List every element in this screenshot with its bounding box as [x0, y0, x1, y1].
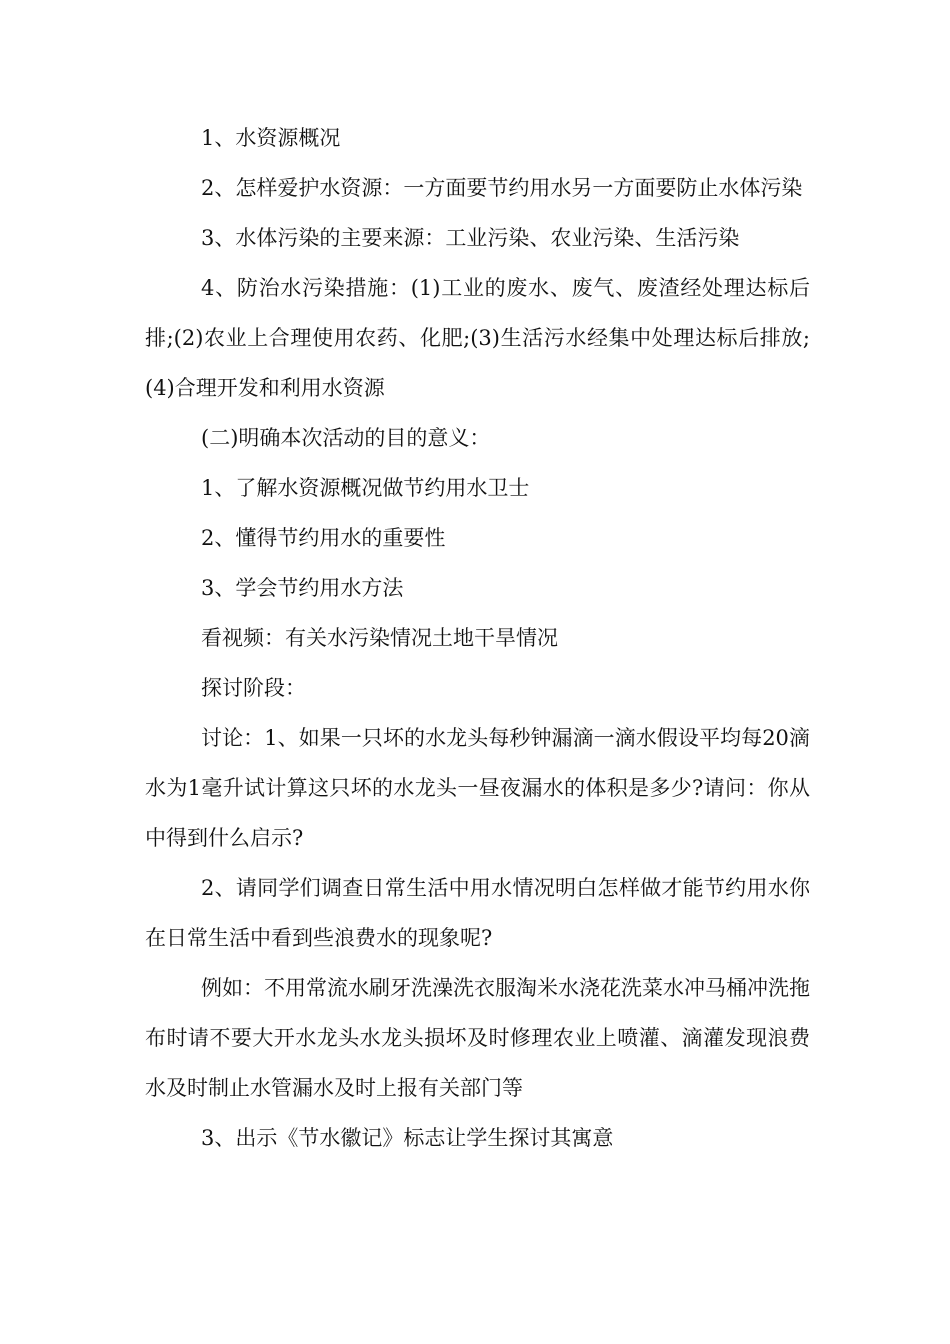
paragraph-watch-video: 看视频：有关水污染情况土地干旱情况: [201, 626, 558, 650]
paragraph-examples: 例如：不用常流水刷牙洗澡洗衣服淘米水浇花洗菜水冲马桶冲洗拖布时请不要大开水龙头水龙头损坏及时修理农业上喷灌、滴灌发现浪费水及时制止水管漏水及时上报有关部门等: [145, 976, 810, 1100]
paragraph-purpose-1: 1、了解水资源概况做节约用水卫士: [201, 476, 530, 500]
paragraph-discussion-1: 讨论：1、如果一只坏的水龙头每秒钟漏滴一滴水假设平均每20滴水为1毫升试计算这只坏的水龙头一昼夜漏水的体积是多少?请问：你从中得到什么启示?: [145, 726, 810, 850]
paragraph-discussion-stage: 探讨阶段：: [201, 676, 306, 700]
paragraph-pollution-sources: 3、水体污染的主要来源：工业污染、农业污染、生活污染: [201, 226, 740, 250]
paragraph-prevention-measures: 4、防治水污染措施：(1)工业的废水、废气、废渣经处理达标后排;(2)农业上合理使用农药、化肥;(3)生活污水经集中处理达标后排放;(4)合理开发和利用水资源: [145, 276, 810, 400]
paragraph-protect-water: 2、怎样爱护水资源：一方面要节约用水另一方面要防止水体污染: [201, 176, 803, 200]
paragraph-discussion-2: 2、请同学们调查日常生活中用水情况明白怎样做才能节约用水你在日常生活中看到些浪费水的现象呢?: [145, 876, 810, 950]
document-body: [145, 113, 810, 1163]
paragraph-discussion-3: 3、出示《节水徽记》标志让学生探讨其寓意: [201, 1126, 614, 1150]
paragraph-purpose-3: 3、学会节约用水方法: [201, 576, 404, 600]
paragraph-purpose-2: 2、懂得节约用水的重要性: [201, 526, 446, 550]
paragraph-water-overview: 1、水资源概况: [201, 126, 341, 150]
paragraph-activity-purpose-heading: (二)明确本次活动的目的意义：: [201, 426, 491, 450]
